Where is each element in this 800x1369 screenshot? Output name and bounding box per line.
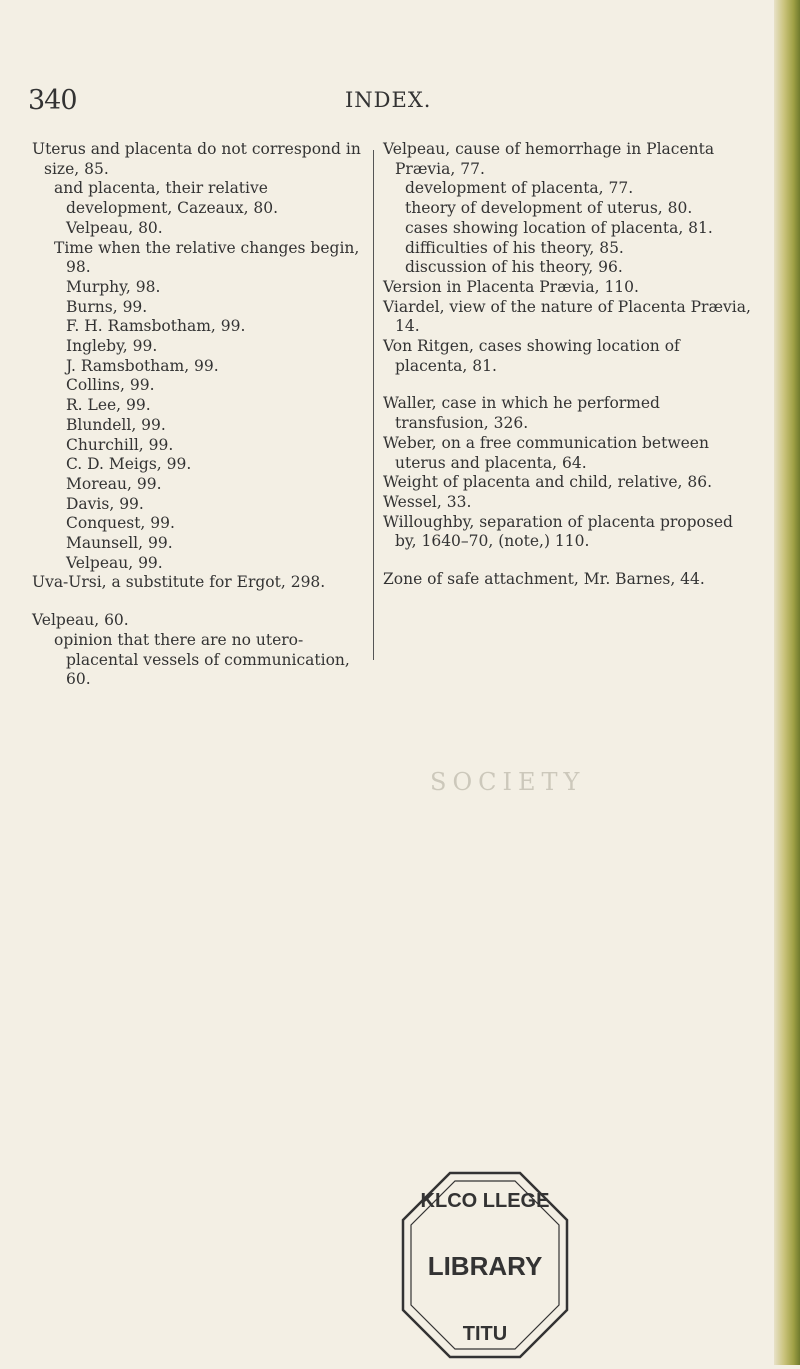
index-subentry: Davis, 99. (66, 494, 144, 513)
index-subentry: Velpeau, 99. (66, 553, 163, 572)
stamp-bottom-text: TITU (462, 1323, 508, 1345)
faint-society-stamp: SOCIETY (430, 768, 586, 796)
index-subentry: Churchill, 99. (66, 435, 174, 454)
index-entry: Velpeau, 60. (32, 611, 129, 630)
page-number: 340 (28, 85, 77, 116)
stamp-library-label: LIBRARY (427, 1251, 543, 1281)
index-subentry: and placenta, their relative development, Cazeaux, 80. (54, 179, 279, 218)
column-divider (373, 150, 374, 660)
index-subentry: cases showing location of placenta, 81. (405, 218, 713, 237)
index-column-right (383, 140, 757, 590)
index-entry: Uterus and placenta do not correspond in size, 85. (32, 140, 361, 178)
index-subentry: development of placenta, 77. (405, 179, 634, 198)
index-subentry: Time when the relative changes begin, 98. (54, 238, 360, 277)
index-subentry: Murphy, 98. (66, 277, 161, 296)
running-title: INDEX. (345, 88, 432, 112)
index-subentry: Maunsell, 99. (66, 534, 173, 553)
index-entry: Waller, case in which he performed transfusion, 326. (383, 394, 660, 433)
stamp-arc-text: KLCO LLEGE (420, 1190, 550, 1212)
index-subentry: Velpeau, 80. (66, 218, 163, 237)
library-stamp (395, 1165, 575, 1365)
index-subentry: Conquest, 99. (66, 514, 175, 533)
index-subentry: discussion of his theory, 96. (405, 258, 623, 277)
index-subentry: Ingleby, 99. (66, 337, 158, 356)
index-entry: Von Ritgen, cases showing location of placenta, 81. (383, 337, 680, 375)
index-subentry: difficulties of his theory, 85. (405, 238, 624, 257)
library-stamp-seal (395, 1165, 575, 1365)
index-subentry: Collins, 99. (66, 376, 155, 395)
index-subentry: Burns, 99. (66, 297, 148, 316)
index-subentry: Moreau, 99. (66, 474, 162, 493)
index-subentry: opinion that there are no utero-placental vessels of communication, 60. (54, 630, 350, 689)
index-entry: Version in Placenta Prævia, 110. (383, 277, 639, 296)
index-entry: Uva-Ursi, a substitute for Ergot, 298. (32, 573, 326, 592)
index-entry: Willoughby, separation of placenta proposed by, 1640–70, (note,) 110. (383, 512, 733, 551)
index-entry: Viardel, view of the nature of Placenta Prævia, 14. (383, 297, 751, 336)
index-subentry: J. Ramsbotham, 99. (66, 356, 219, 375)
page-edge (774, 0, 800, 1365)
index-entry: Velpeau, cause of hemorrhage in Placenta Prævia, 77. (383, 140, 715, 178)
index-column-left (32, 140, 372, 690)
index-entry: Zone of safe attachment, Mr. Barnes, 44. (383, 570, 705, 589)
index-subentry: R. Lee, 99. (66, 396, 151, 415)
index-subentry: theory of development of uterus, 80. (405, 199, 693, 218)
index-entry: Weber, on a free communication between uterus and placenta, 64. (383, 433, 709, 472)
index-subentry: F. H. Ramsbotham, 99. (66, 317, 246, 336)
index-subentry: Blundell, 99. (66, 415, 166, 434)
index-entry: Weight of placenta and child, relative, 86. (383, 473, 713, 492)
index-entry: Wessel, 33. (383, 492, 472, 511)
index-subentry: C. D. Meigs, 99. (66, 455, 192, 474)
